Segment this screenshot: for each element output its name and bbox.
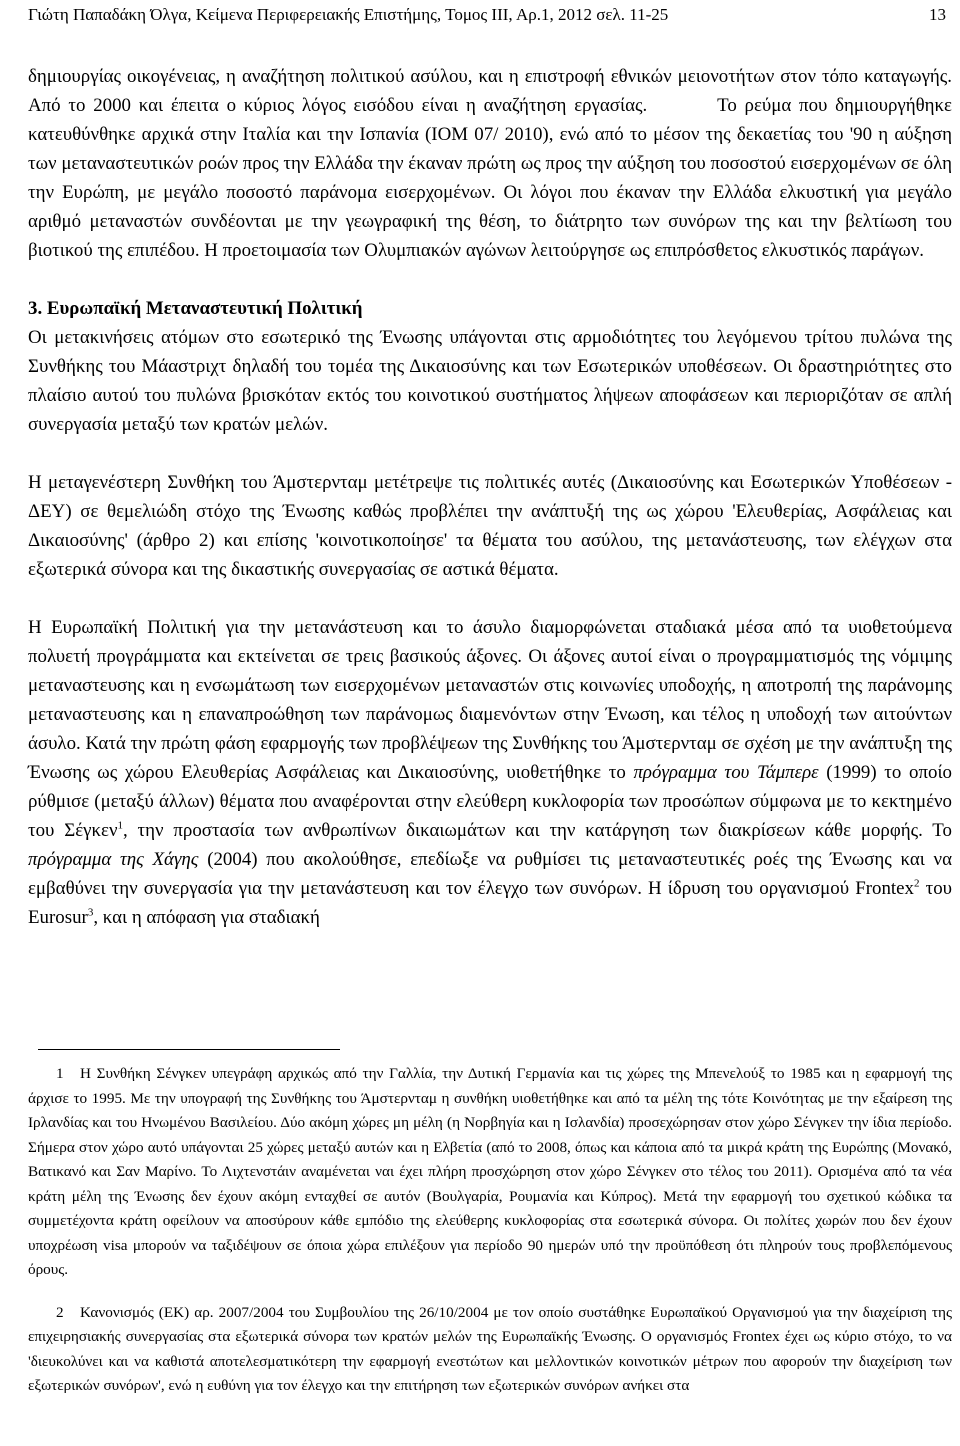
header-citation: Γιώτη Παπαδάκη Όλγα, Κείμενα Περιφερειακής Επιστήμης, Τομος ΙΙΙ, Αρ.1, 2012 σελ. 11-25 — [28, 5, 669, 24]
body-text — [28, 62, 952, 932]
p3-part6: , και η απόφαση για σταδιακή — [93, 907, 320, 928]
p3-part2: (1999) το οποίο ρύθμισε (μεταξύ άλλων) θέματα που αναφέρονται στην ελεύθερη κυκλοφορία των προσώπων σύμφωνα με το κεκτημένο του Σέγκεν — [28, 762, 952, 841]
footnote-1 — [28, 1062, 952, 1283]
footnote-ref-2[interactable]: 2 — [913, 877, 920, 890]
page-number: 13 — [929, 5, 946, 24]
spacer — [28, 439, 952, 468]
footnote-ref-3[interactable]: 3 — [87, 906, 94, 919]
footnote-2 — [28, 1301, 952, 1399]
paragraph-section3-2: Η μεταγενέστερη Συνθήκη του Άμστερνταμ μετέτρεψε τις πολιτικές αυτές (Δικαιοσύνης και Εσωτερικών Υποθέσεων - ΔΕΥ) σε θεμελιώδη στόχο της Ένωσης καθώς προβλέπει την ανάπτυξή της ως χώρου 'Ελευθερίας, Ασφάλειας και Δικαιοσύνης' (άρθρο 2) και επίσης 'κοινοτικοποίησε' τα θέματα του ασύλου, της μετανάστευσης, των ελέγχων στα εξωτερικά σύνορα και της δικαστικής συνεργασίας σε αστικά θέματα. — [28, 472, 952, 580]
p3-part4: (2004) που ακολούθησε, επεδίωξε να ρυθμίσει τις μεταναστευτικές ροές της Ένωσης και να εμβαθύνει την συνεργασία για την μετανάστευση και τον έλεγχο των συνόρων. Η ίδρυση του οργανισμού Frontex — [28, 849, 952, 899]
program-tampere: πρόγραμμα του Τάμπερε — [633, 762, 819, 783]
footnote-1-text: Η Συνθήκη Σένγκεν υπεγράφη αρχικώς από την Γαλλία, την Δυτική Γερμανία και τις χώρες της Μπενελούξ το 1985 και η εφαρμογή της άρχισε το 1995. Με την υπογραφή της Συνθήκης του Άμστερνταμ η συνθήκη υιοθετήθηκε και από τα μέλη της τότε Κοινότητας με την εξαίρεση της Ιρλανδίας και του Ηνωμένου Βασιλείου. Δύο ακόμη χώρες μη μέλη (η Νορβηγία και η Ισλανδία) προσεχώρησαν στον χώρο Σένγκεν την ίδια περίοδο. Σήμερα στον χώρο αυτό υπάγονται 25 χώρες μεταξύ αυτών και η Ελβετία (από το 2008, όπως και κάποια από τα μικρά κράτη της Ευρώπης (Μονακό, Βατικανό και Σαν Μαρίνο. Το Λιχτενστάιν αναμένεται ναι έχει πλήρη προσχώρηση στον χώρο Σένγκεν στο τέλος του 2011). Ορισμένα από τα νέα κράτη μέλη της Ένωσης δεν έχουν ακόμη ενταχθεί σε αυτόν (Βουλγαρία, Ρουμανία και Κύπρος). Μετά την εφαρμογή του σχετικού κώδικα τα συμμετέχοντα κράτη οφείλουν να αποσύρουν κάθε εμπόδιο της ελεύθερης κυκλοφορίας στα εσωτερικά σύνορα. Οι πολίτες χωρών που δεν έχουν υποχρέωση visa μπορούν να ταξιδέψουν σε όποια χώρα επιλέξουν για περίοδο 90 ημερών υπό την προϋπόθεση ότι πληρούν τους προβλεπόμενους όρους. — [28, 1065, 952, 1278]
spacer — [28, 584, 952, 613]
program-hague: πρόγραμμα της Χάγης — [28, 849, 199, 870]
section-heading: 3. Ευρωπαϊκή Μεταναστευτική Πολιτική — [28, 298, 363, 319]
p3-part1: Η Ευρωπαϊκή Πολιτική για την μετανάστευση και το άσυλο διαμορφώνεται σταδιακά μέσα από τα υιοθετούμενα πολυετή προγράμματα και εκτείνεται σε τρεις βασικούς άξονες. Οι άξονες αυτοί είναι ο προγραμματισμός της νόμιμης μεταναστευσης και η ενσωμάτωση των εισερχομένων μεταναστών στις κοινωνίες υποδοχής, η αποτροπή της παράνομης μεταναστευσης και η επαναπροώθηση των παράνομως διαμενόντων στην Ένωση, και τέλος η υποδοχή των αιτούντων άσυλο. Κατά την πρώτη φάση εφαρμογής των προβλέψεων της Συνθήκης του Άμστερνταμ σε σχέση με την ανάπτυξη της Ένωσης ως χώρου Ελευθερίας Ασφάλειας και Δικαιοσύνης, υιοθετήθηκε το — [28, 617, 952, 783]
p3-part3: , την προστασία των ανθρωπίνων δικαιωμάτων και την κατάργηση των διακρίσεων κάθε μορφής. Το — [122, 820, 952, 841]
paragraph-intro-b: Το ρεύμα που δημιουργήθηκε κατευθύνθηκε αρχικά στην Ιταλία και την Ισπανία (IOM 07/ 2010), ενώ από το μέσον της δεκαετίας του '90 η αύξηση των μεταναστευτικών ροών προς την Ελλάδα την έκαναν πρώτη ως προς την αύξηση του ποσοστού εισερχομένων σε όλη την Ευρώπη, με μεγάλο ποσοστό παράνομα εισερχομένων. Οι λόγοι που έκαναν την Ελλάδα ελκυστική για μεγάλο αριθμό μεταναστών συνδέονται με την γεωγραφική της θέση, το διάτρητο των συνόρων της και την βελτίωση του βιοτικού της επιπέδου. Η προετοιμασία των Ολυμπιακών αγώνων λειτούργησε ως επιπρόσθετος ελκυστικός παράγων. — [28, 95, 952, 261]
running-header — [28, 2, 952, 28]
footnote-2-number: 2 — [56, 1303, 64, 1321]
footnote-separator — [38, 1049, 340, 1050]
p3-part5: του Eurosur — [28, 878, 952, 928]
spacer — [28, 265, 952, 294]
footnote-1-number: 1 — [56, 1065, 64, 1082]
footnote-2-text: Κανονισμός (ΕΚ) αρ. 2007/2004 του Συμβουλίου της 26/10/2004 με τον οποίο συστάθηκε Ευρωπαϊκού Οργανισμού για την διαχείριση της επιχειρησιακής συνεργασίας στα εξωτερικά σύνορα των κρατών μελών της Ευρωπαϊκής Ένωσης. Ο οργανισμός Frontex έχει ως κύριο στόχο, το να 'διευκολύνει και να καθιστά αποτελεσματικότερη την εφαρμογή ενεστώτων και μελλοντικών κοινοτικών μέτρων που αφορούν την διαχείριση των εξωτερικών συνόρων', ενώ η ευθύνη για τον έλεγχο και την επιτήρηση των εξωτερικών συνόρων ανήκει στα — [28, 1303, 952, 1394]
paragraph-section3-1: Οι μετακινήσεις ατόμων στο εσωτερικό της Ένωσης υπάγονται στις αρμοδιότητες του λεγόμενου τρίτου πυλώνα της Συνθήκης του Μάαστριχτ δηλαδή του τομέα της Δικαιοσύνης και των Εσωτερικών υποθέσεων. Οι δραστηριότητες στο πλαίσιο αυτού του πυλώνα βρισκόταν εκτός του κοινοτικού συστήματος λήψεων αποφάσεων και περιοριζόταν σε απλή συνεργασία μεταξύ των κρατών μελών. — [28, 327, 952, 435]
paragraph-intro-a: δημιουργίας οικογένειας, η αναζήτηση πολιτικού ασύλου, και η επιστροφή εθνικών μειονοτήτων στον τόπο καταγωγής. Από το 2000 και έπειτα ο κύριος λόγος εισόδου είναι η αναζήτηση εργασίας. — [28, 66, 952, 116]
footnotes — [28, 1062, 952, 1399]
footnote-ref-1[interactable]: 1 — [117, 819, 123, 832]
spacer — [28, 1283, 952, 1301]
paragraph-intro — [28, 62, 952, 265]
paragraph-section3-3 — [28, 613, 952, 932]
